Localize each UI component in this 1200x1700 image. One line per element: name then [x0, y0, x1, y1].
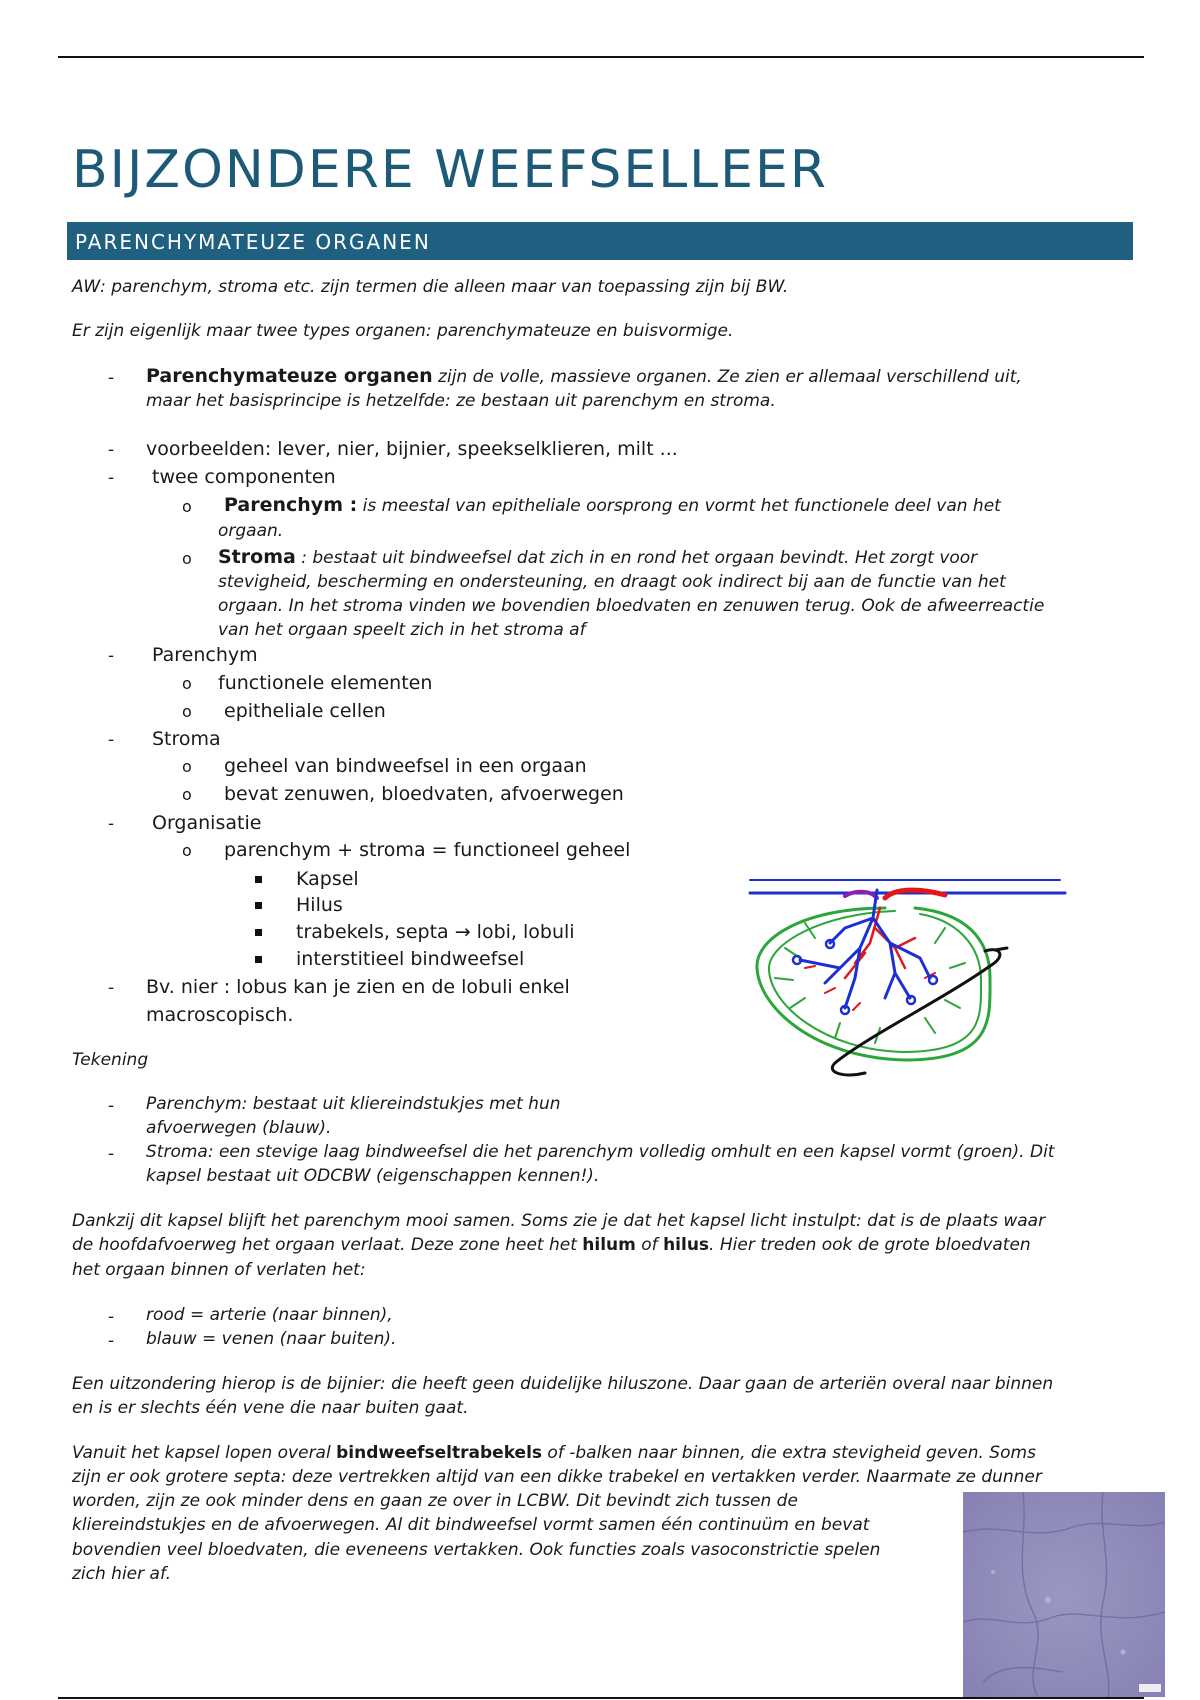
section-header-text: PARENCHYMATEUZE ORGANEN — [75, 230, 431, 254]
parenchym-def-text1: is meestal van epitheliale oorsprong en vormt het functionele deel van het — [357, 496, 1001, 516]
bullet-square — [255, 929, 262, 936]
bv-line2: macroscopisch. — [146, 1004, 294, 1026]
bullet-square — [255, 956, 262, 963]
bullet-dash: - — [108, 368, 115, 388]
bullet-o: o — [182, 497, 192, 516]
tekening-parenchym-line2: afvoerwegen (blauw). — [146, 1118, 332, 1138]
bullet-o: o — [182, 674, 192, 693]
list-voorbeelden: voorbeelden: lever, nier, bijnier, speekselklieren, milt ... — [146, 438, 678, 460]
trabekel-line1 — [72, 1441, 1036, 1466]
page-title: BIJZONDERE WEEFSELLEER — [72, 140, 828, 200]
bullet-square — [255, 902, 262, 909]
top-rule — [58, 56, 1144, 58]
kapsel-of: of — [635, 1235, 664, 1255]
kapsel-line1: Dankzij dit kapsel blijft het parenchym mooi samen. Soms zie je dat het kapsel licht instulpt: dat is de plaats waar — [72, 1211, 1046, 1231]
stroma-def-line1 — [218, 544, 977, 571]
trabekel-line1a: Vanuit het kapsel lopen overal — [72, 1443, 337, 1463]
kapsel-line2a: de hoofdafvoerweg het orgaan verlaat. Deze zone heet het — [72, 1235, 583, 1255]
intro-types: Er zijn eigenlijk maar twee types organen: parenchymateuze en buisvormige. — [72, 321, 734, 341]
kapsel-line2b: . Hier treden ook de grote bloedvaten — [709, 1235, 1031, 1255]
bullet-dash: - — [108, 1307, 115, 1327]
bullet-square — [255, 876, 262, 883]
parenchym-sub2: epitheliale cellen — [224, 700, 386, 722]
stroma-def-line2: stevigheid, bescherming en ondersteuning, en draagt ook indirect bij aan de functie van het — [218, 572, 1006, 592]
bullet-o: o — [182, 841, 192, 860]
trabekel-line5: bovendien veel bloedvaten, die eveneens vertakken. Ook functies zoals vasoconstrictie spelen — [72, 1540, 881, 1560]
parenchym-head: Parenchym — [152, 644, 258, 666]
organ-drawing — [745, 868, 1075, 1078]
bottom-rule — [58, 1697, 1144, 1699]
tekening-parenchym-line1: Parenchym: bestaat uit kliereindstukjes met hun — [146, 1094, 561, 1114]
parenchym-def-line1 — [224, 492, 1001, 519]
bijnier-line1: Een uitzondering hierop is de bijnier: die heeft geen duidelijke hiluszone. Daar gaan de arteriën overal naar binnen — [72, 1374, 1054, 1394]
parenchym-def-line2: orgaan. — [218, 521, 284, 541]
bullet-o: o — [182, 757, 192, 776]
bullet-dash: - — [108, 814, 115, 834]
color-blauw: blauw = venen (naar buiten). — [146, 1329, 397, 1349]
org-item-trabekels: trabekels, septa → lobi, lobuli — [296, 921, 575, 943]
list-twee: twee componenten — [152, 466, 336, 488]
bullet-dash: - — [108, 646, 115, 666]
bullet-dash: - — [108, 730, 115, 750]
trabekel-line3: worden, zijn ze ook minder dens en gaan ze over in LCBW. Dit bevindt zich tussen de — [72, 1491, 798, 1511]
bullet-dash: - — [108, 978, 115, 998]
org-sub: parenchym + stroma = functioneel geheel — [224, 839, 631, 861]
section-header — [67, 222, 1133, 260]
organ-def-line1 — [146, 363, 1022, 390]
stroma-def-line4: van het orgaan speelt zich in het stroma af — [218, 620, 586, 640]
org-item-kapsel: Kapsel — [296, 868, 359, 890]
histology-micrograph — [963, 1492, 1165, 1697]
stroma-def-text1: : bestaat uit bindweefsel dat zich in en rond het orgaan bevindt. Het zorgt voor — [295, 548, 978, 568]
stroma-sub2: bevat zenuwen, bloedvaten, afvoerwegen — [224, 783, 624, 805]
bullet-o: o — [182, 549, 192, 568]
kapsel-line3: het orgaan binnen of verlaten het: — [72, 1260, 366, 1280]
tekening-stroma-line2: kapsel bestaat uit ODCBW (eigenschappen kennen!). — [146, 1166, 600, 1186]
org-item-hilus: Hilus — [296, 894, 343, 916]
hilus-bold: hilus — [663, 1235, 710, 1255]
parenchym-sub1: functionele elementen — [218, 672, 433, 694]
bullet-dash: - — [108, 1331, 115, 1351]
bullet-o: o — [182, 702, 192, 721]
trabekel-line2: zijn er ook grotere septa: deze vertrekken altijd van een dikke trabekel en vertakken verder. Naarmate ze dunner — [72, 1467, 1042, 1487]
kapsel-line2 — [72, 1233, 1031, 1258]
trabekel-bold: bindweefseltrabekels — [336, 1443, 543, 1463]
trabekel-line6: zich hier af. — [72, 1564, 172, 1584]
organ-def-bold: Parenchymateuze organen — [146, 365, 433, 387]
bullet-o: o — [182, 785, 192, 804]
stroma-head: Stroma — [152, 728, 221, 750]
parenchym-bold: Parenchym : — [224, 494, 358, 516]
trabekel-line1b: of -balken naar binnen, die extra stevigheid geven. Soms — [542, 1443, 1036, 1463]
tekening-stroma-line1: Stroma: een stevige laag bindweefsel die het parenchym volledig omhult en een kapsel vormt (groen). Dit — [146, 1142, 1055, 1162]
tekening-label: Tekening — [72, 1050, 149, 1070]
hilum-bold: hilum — [582, 1235, 636, 1255]
organ-def-text1: zijn de volle, massieve organen. Ze zien er allemaal verschillend uit, — [432, 367, 1022, 387]
bullet-dash: - — [108, 468, 115, 488]
stroma-sub1: geheel van bindweefsel in een orgaan — [224, 755, 587, 777]
bullet-dash: - — [108, 1144, 115, 1164]
trabekel-line4: kliereindstukjes en de afvoerwegen. Al dit bindweefsel vormt samen één continuüm en bevat — [72, 1515, 870, 1535]
bullet-dash: - — [108, 1096, 115, 1116]
bv-line1: Bv. nier : lobus kan je zien en de lobuli enkel — [146, 976, 570, 998]
bijnier-line2: en is er slechts één vene die naar buiten gaat. — [72, 1398, 469, 1418]
organ-def-line2: maar het basisprincipe is hetzelfde: ze bestaan uit parenchym en stroma. — [146, 391, 776, 411]
org-head: Organisatie — [152, 812, 262, 834]
org-item-interstitieel: interstitieel bindweefsel — [296, 948, 525, 970]
intro-aw: AW: parenchym, stroma etc. zijn termen die alleen maar van toepassing zijn bij BW. — [72, 277, 789, 297]
stroma-bold: Stroma — [218, 546, 296, 568]
bullet-dash: - — [108, 440, 115, 460]
color-rood: rood = arterie (naar binnen), — [146, 1305, 393, 1325]
stroma-def-line3: orgaan. In het stroma vinden we bovendien bloedvaten en zenuwen terug. Ook de afweerreactie — [218, 596, 1045, 616]
